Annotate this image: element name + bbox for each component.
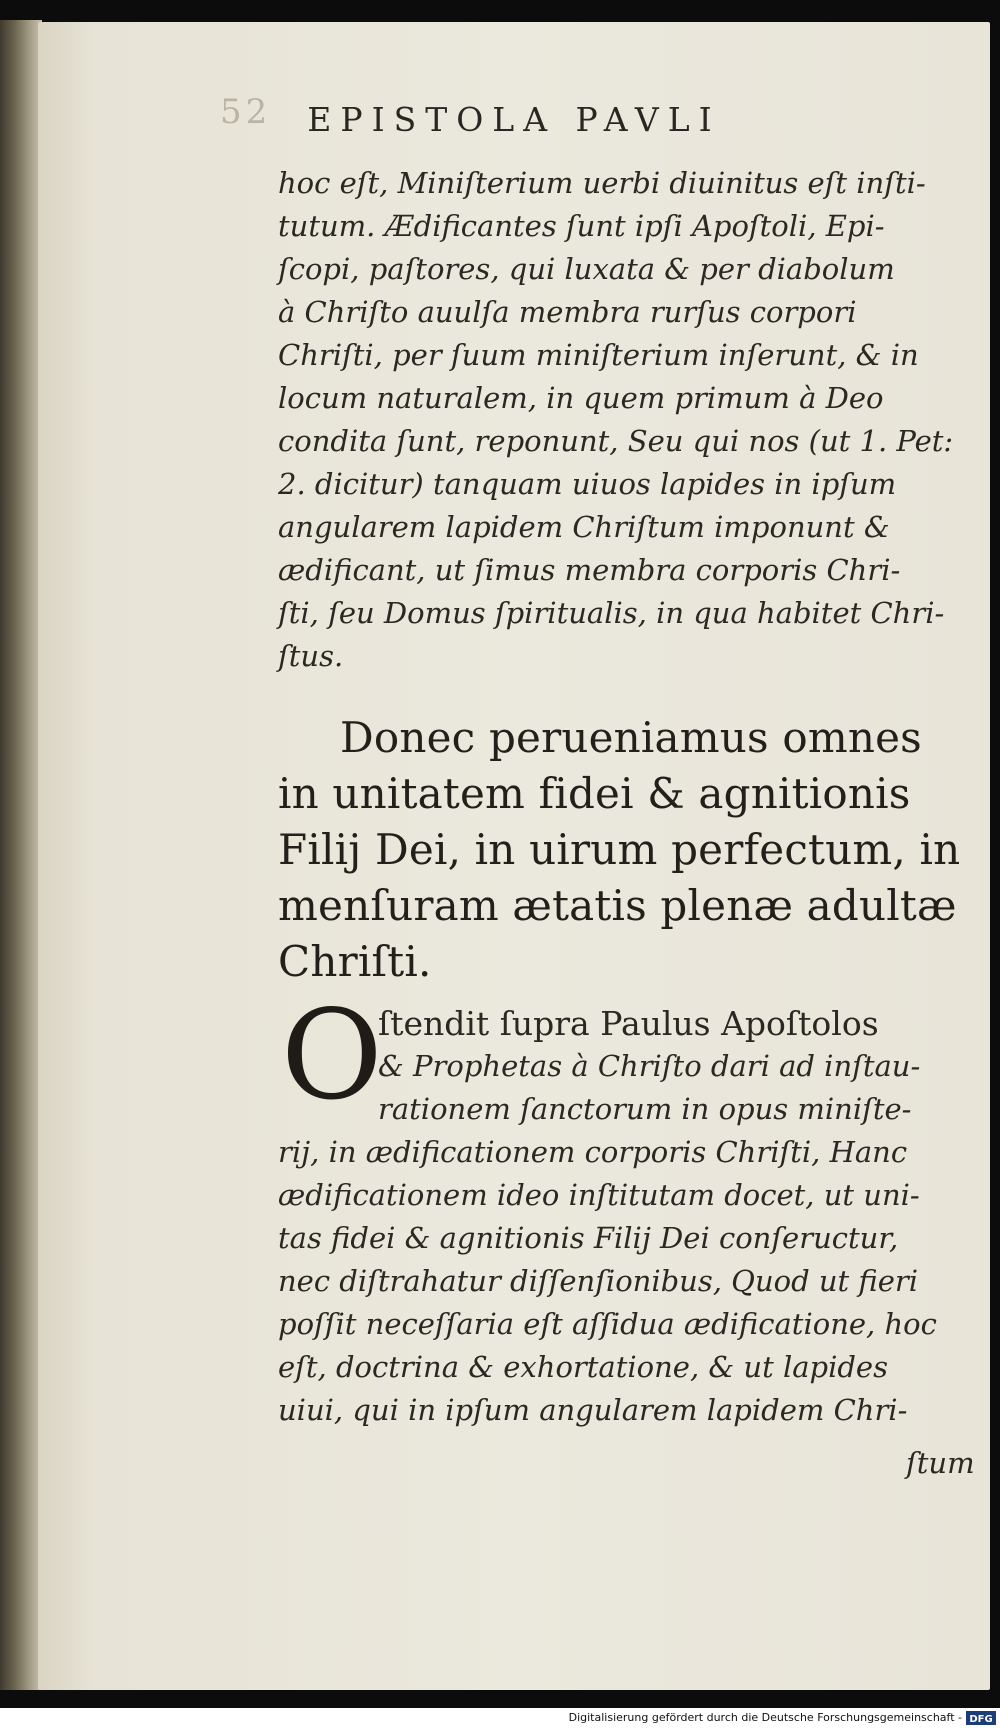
dfg-logo-icon [966,1711,996,1725]
commentary-line: Chriſti, per ſuum miniſterium inſerunt, & in [278,338,919,372]
exposition-line: uiui, qui in ipſum angularem lapidem Chri- [278,1393,908,1427]
svg-text:DFG: DFG [969,1714,993,1725]
catchword: ſtum [906,1446,975,1480]
exposition-line: poſſit neceſſaria eſt aſſidua ædificatione, hoc [278,1307,937,1341]
exposition-line: tas fidei & agnitionis Filij Dei conſeructur, [278,1221,899,1255]
exposition-paragraph [278,1002,983,1432]
commentary-line: condita ſunt, reponunt, Seu qui nos (ut 1. Pet: [278,424,954,458]
book-spine-edge [0,20,42,1690]
scripture-verse [278,710,983,990]
commentary-line: à Chriſto auulſa membra rurſus corpori [278,295,857,329]
verse-line: menſuram ætatis plenæ adultæ [278,881,957,930]
commentary-line: locum naturalem, in quem primum à Deo [278,381,884,415]
faded-page-number: 52 [220,92,272,132]
exposition-line: & Prophetas à Chriſto dari ad inſtau- [378,1049,921,1083]
commentary-line: ſtus. [278,639,344,673]
exposition-line: ædificationem ideo inſtitutam docet, ut uni- [278,1178,920,1212]
exposition-first-line: ſtendit ſupra Paulus Apoſtolos [378,1004,879,1043]
commentary-line: tutum. Ædificantes ſunt ipſi Apoſtoli, Epi- [278,209,885,243]
drop-cap: O [281,984,383,1128]
verse-line: Filij Dei, in uirum perfectum, in [278,825,961,874]
exposition-line: nec diſtrahatur diſſenſionibus, Quod ut fieri [278,1264,919,1298]
exposition-line: eſt, doctrina & exhortatione, & ut lapides [278,1350,888,1384]
verse-line: Donec perueniamus omnes [340,713,922,762]
commentary-line: angularem lapidem Chriſtum imponunt & [278,510,890,544]
commentary-line: ædificant, ut ſimus membra corporis Chri- [278,553,901,587]
commentary-line: 2. dicitur) tanquam uiuos lapides in ipſum [278,467,897,501]
exposition-line: rationem ſanctorum in opus miniſte- [378,1092,912,1126]
verse-line: Chriſti. [278,937,432,986]
commentary-line: ſcopi, paſtores, qui luxata & per diabolum [278,252,895,286]
book-page [38,22,990,1690]
digitization-footer [0,1708,1000,1730]
verse-line: in unitatem fidei & agnitionis [278,769,911,818]
running-head: EPISTOLA PAVLI [307,100,721,139]
exposition-line: rij, in ædificationem corporis Chriſti, Hanc [278,1135,908,1169]
commentary-line: hoc eſt, Miniſterium uerbi diuinitus eſt inſti- [278,166,926,200]
funding-credit: Digitalisierung gefördert durch die Deutsche Forschungsgemeinschaft - [568,1711,962,1724]
commentary-line: ſti, ſeu Domus ſpiritualis, in qua habitet Chri- [278,596,945,630]
commentary-paragraph [278,162,978,678]
